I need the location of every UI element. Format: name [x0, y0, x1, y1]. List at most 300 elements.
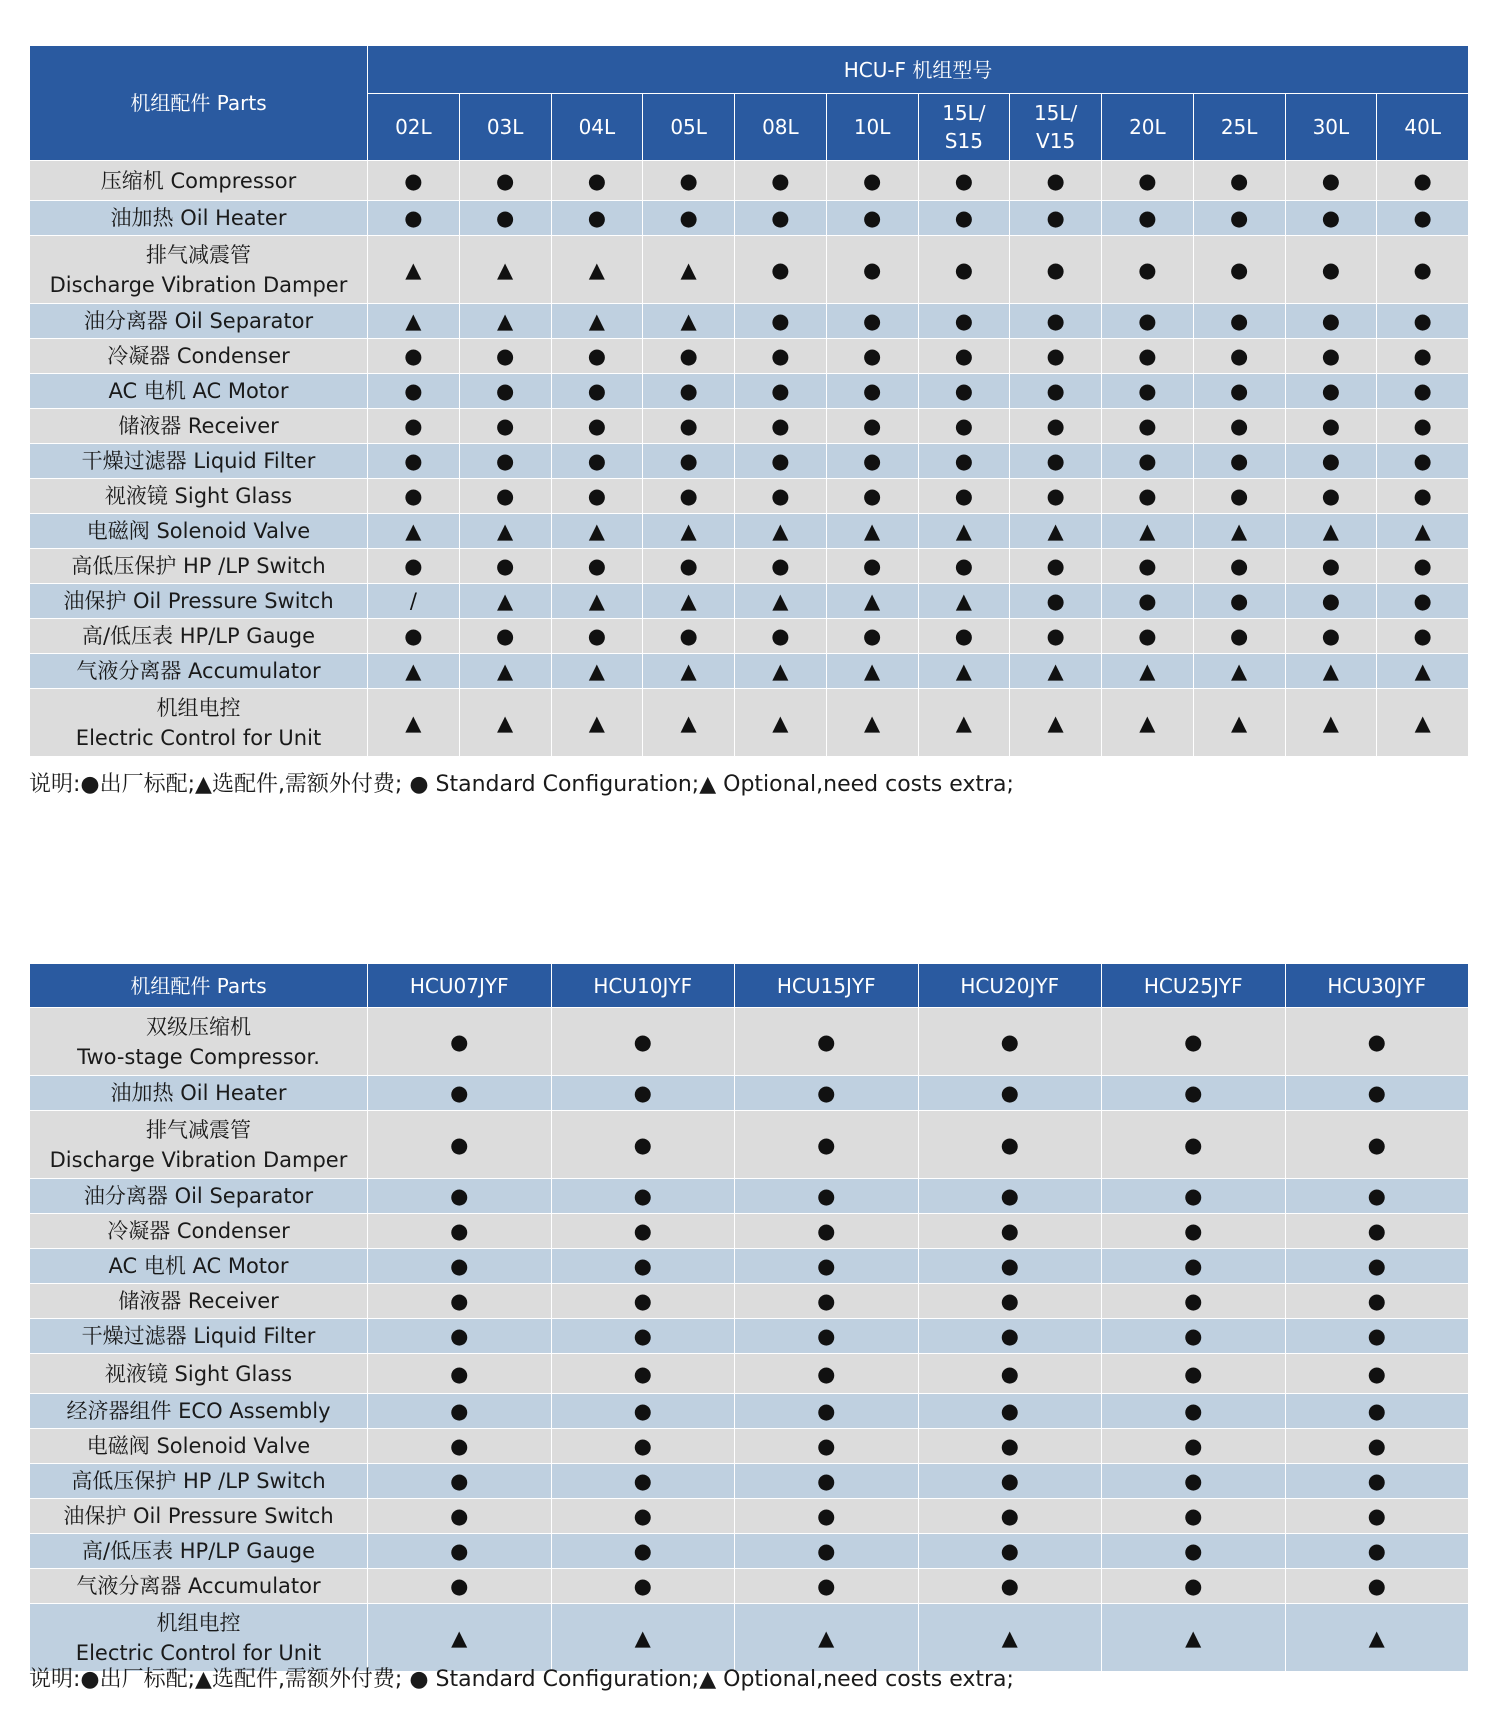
config-mark: ● [735, 161, 827, 201]
part-name: 视液镜 Sight Glass [30, 1354, 368, 1394]
config-mark: ● [1285, 1394, 1469, 1429]
config-mark: ● [918, 1569, 1102, 1604]
config-mark: ● [918, 1464, 1102, 1499]
config-mark: ● [735, 409, 827, 444]
model-column-header: HCU25JYF [1102, 964, 1286, 1008]
config-mark: ● [1010, 161, 1102, 201]
config-mark: ▲ [1193, 654, 1285, 689]
model-column-header: HCU30JYF [1285, 964, 1469, 1008]
config-mark: ▲ [1285, 1604, 1469, 1672]
config-mark: ▲ [1102, 1604, 1286, 1672]
config-mark: ▲ [459, 514, 551, 549]
config-mark: ● [1377, 549, 1469, 584]
table-row [30, 1354, 1469, 1394]
config-mark: ▲ [735, 584, 827, 619]
config-mark: ● [1285, 1569, 1469, 1604]
part-name: 储液器 Receiver [30, 1284, 368, 1319]
config-mark: ▲ [1285, 514, 1377, 549]
config-mark: ● [735, 1319, 919, 1354]
model-column-header: 02L [368, 94, 460, 161]
config-mark: ● [1102, 444, 1194, 479]
part-name: 干燥过滤器 Liquid Filter [30, 444, 368, 479]
config-mark: ● [918, 549, 1010, 584]
config-mark: ▲ [643, 236, 735, 304]
config-mark: ● [735, 1429, 919, 1464]
part-name: 高/低压表 HP/LP Gauge [30, 1534, 368, 1569]
config-mark: ● [459, 409, 551, 444]
config-mark: ● [368, 1354, 552, 1394]
config-mark: ● [918, 619, 1010, 654]
config-mark: ▲ [643, 304, 735, 339]
config-mark: ▲ [918, 1604, 1102, 1672]
config-mark: ● [551, 1008, 735, 1076]
config-mark: ● [368, 374, 460, 409]
config-mark: ● [1102, 236, 1194, 304]
config-mark: ▲ [826, 584, 918, 619]
config-mark: ● [551, 1569, 735, 1604]
config-mark: ● [735, 236, 827, 304]
config-mark: ● [551, 1429, 735, 1464]
config-mark: ▲ [459, 304, 551, 339]
table-row [30, 514, 1469, 549]
config-mark: ▲ [551, 304, 643, 339]
config-mark: ● [826, 161, 918, 201]
config-mark: ● [551, 1111, 735, 1179]
config-mark: ● [1285, 1319, 1469, 1354]
config-mark: ▲ [551, 514, 643, 549]
part-name: 视液镜 Sight Glass [30, 479, 368, 514]
config-mark: ● [368, 201, 460, 236]
config-mark: ● [1377, 409, 1469, 444]
table-row [30, 1394, 1469, 1429]
config-mark: ▲ [368, 304, 460, 339]
config-mark: ● [1377, 339, 1469, 374]
config-mark: ● [1102, 1249, 1286, 1284]
config-mark: ● [1102, 479, 1194, 514]
config-mark: ● [1102, 1319, 1286, 1354]
config-mark: ● [1102, 1354, 1286, 1394]
config-mark: ● [1285, 409, 1377, 444]
config-mark: ▲ [735, 1604, 919, 1672]
config-mark: ● [1102, 1008, 1286, 1076]
config-mark: ▲ [1377, 654, 1469, 689]
config-mark: ● [551, 1464, 735, 1499]
config-mark: ● [1285, 201, 1377, 236]
config-mark: ▲ [551, 584, 643, 619]
model-column-header: 05L [643, 94, 735, 161]
config-mark: ● [826, 236, 918, 304]
config-mark: ● [1377, 584, 1469, 619]
config-mark: ● [826, 304, 918, 339]
config-mark: ● [551, 444, 643, 479]
config-mark: ● [368, 1111, 552, 1179]
config-mark: ● [735, 1534, 919, 1569]
config-mark: ● [826, 619, 918, 654]
table-row [30, 1534, 1469, 1569]
config-mark: ● [1193, 339, 1285, 374]
config-mark: ● [1102, 161, 1194, 201]
table-row [30, 1569, 1469, 1604]
part-name: 冷凝器 Condenser [30, 339, 368, 374]
config-mark: ● [643, 409, 735, 444]
config-mark: ● [918, 1214, 1102, 1249]
config-mark: ● [735, 1249, 919, 1284]
table-row [30, 479, 1469, 514]
config-mark: ● [551, 1354, 735, 1394]
config-mark: ● [368, 1319, 552, 1354]
model-column-header: 40L [1377, 94, 1469, 161]
config-mark: ● [551, 1394, 735, 1429]
config-mark: ● [1102, 374, 1194, 409]
config-mark: ● [826, 339, 918, 374]
table-row [30, 409, 1469, 444]
table-row [30, 1429, 1469, 1464]
part-name: 电磁阀 Solenoid Valve [30, 514, 368, 549]
table-row [30, 1249, 1469, 1284]
part-name: 经济器组件 ECO Assembly [30, 1394, 368, 1429]
config-mark: ● [1285, 1354, 1469, 1394]
config-mark: ● [1102, 1111, 1286, 1179]
config-mark: ● [368, 161, 460, 201]
config-mark: ● [918, 161, 1010, 201]
config-mark: ▲ [551, 236, 643, 304]
config-mark: ● [735, 1499, 919, 1534]
config-mark: ● [1377, 619, 1469, 654]
config-mark: ● [368, 1534, 552, 1569]
config-mark: ▲ [918, 689, 1010, 757]
part-name: 气液分离器 Accumulator [30, 654, 368, 689]
part-name: 机组电控 Electric Control for Unit [30, 689, 368, 757]
config-mark: ● [459, 549, 551, 584]
config-mark: ● [368, 1499, 552, 1534]
config-mark: ● [1285, 1008, 1469, 1076]
config-mark: ● [735, 1111, 919, 1179]
config-mark: ▲ [826, 654, 918, 689]
config-mark: ▲ [1010, 654, 1102, 689]
config-mark: ▲ [459, 654, 551, 689]
config-mark: ● [551, 1284, 735, 1319]
config-mark: ● [1285, 1076, 1469, 1111]
config-mark: ● [826, 409, 918, 444]
config-mark: ● [735, 1354, 919, 1394]
part-name: 干燥过滤器 Liquid Filter [30, 1319, 368, 1354]
config-mark: ● [918, 1111, 1102, 1179]
part-name: 油加热 Oil Heater [30, 1076, 368, 1111]
config-mark: ▲ [368, 654, 460, 689]
config-mark: ● [735, 619, 827, 654]
config-mark: ● [368, 339, 460, 374]
config-mark: ● [918, 1394, 1102, 1429]
part-name: 高低压保护 HP /LP Switch [30, 549, 368, 584]
config-mark: ● [735, 1394, 919, 1429]
config-mark: ▲ [735, 689, 827, 757]
part-name: 电磁阀 Solenoid Valve [30, 1429, 368, 1464]
table-row [30, 444, 1469, 479]
config-mark: ● [735, 1179, 919, 1214]
config-mark: ● [1010, 304, 1102, 339]
table-row [30, 304, 1469, 339]
table-row [30, 1464, 1469, 1499]
config-mark: ● [643, 374, 735, 409]
table-row [30, 549, 1469, 584]
config-mark: ● [735, 339, 827, 374]
config-mark: ● [459, 444, 551, 479]
config-mark: ● [1102, 1569, 1286, 1604]
config-mark: ● [918, 304, 1010, 339]
config-mark: ● [368, 1569, 552, 1604]
part-name: 冷凝器 Condenser [30, 1214, 368, 1249]
hcu-jyf-parts-table [29, 963, 1469, 1672]
config-mark: ● [1102, 584, 1194, 619]
model-column-header: HCU07JYF [368, 964, 552, 1008]
config-mark: ● [459, 374, 551, 409]
config-mark: ● [1102, 1214, 1286, 1249]
config-mark: ● [735, 304, 827, 339]
part-name: 高低压保护 HP /LP Switch [30, 1464, 368, 1499]
config-mark: ● [918, 1284, 1102, 1319]
table-row [30, 689, 1469, 757]
config-mark: ● [826, 549, 918, 584]
config-mark: ▲ [918, 514, 1010, 549]
config-mark: ▲ [368, 514, 460, 549]
config-mark: ● [1285, 619, 1377, 654]
model-column-header: 15L/ S15 [918, 94, 1010, 161]
config-mark: ● [459, 479, 551, 514]
table-row [30, 619, 1469, 654]
config-mark: ● [551, 1499, 735, 1534]
config-mark: ▲ [551, 654, 643, 689]
config-mark: ● [735, 1214, 919, 1249]
config-mark: ● [1377, 201, 1469, 236]
config-mark: ● [551, 479, 643, 514]
config-mark: ● [918, 1354, 1102, 1394]
config-mark: ● [1010, 236, 1102, 304]
config-mark: ● [368, 1464, 552, 1499]
config-mark: ● [368, 1394, 552, 1429]
config-mark: ● [459, 339, 551, 374]
config-mark: ● [551, 1214, 735, 1249]
table-row [30, 374, 1469, 409]
part-name: 排气减震管 Discharge Vibration Damper [30, 236, 368, 304]
config-mark: ● [1285, 1179, 1469, 1214]
config-mark: ● [551, 1076, 735, 1111]
config-mark: ● [1102, 409, 1194, 444]
config-mark: ● [368, 409, 460, 444]
config-mark: ▲ [826, 514, 918, 549]
config-mark: ● [1010, 584, 1102, 619]
model-column-header: 08L [735, 94, 827, 161]
config-mark: ● [1102, 1464, 1286, 1499]
config-mark: ● [918, 1429, 1102, 1464]
table-row [30, 654, 1469, 689]
config-mark: ● [1010, 444, 1102, 479]
config-mark: ● [1285, 236, 1377, 304]
part-name: 双级压缩机 Two-stage Compressor. [30, 1008, 368, 1076]
config-mark: ▲ [1102, 654, 1194, 689]
hcu-f-parts-table [29, 45, 1469, 757]
config-mark: ● [1193, 479, 1285, 514]
config-mark: ▲ [735, 654, 827, 689]
part-name: AC 电机 AC Motor [30, 374, 368, 409]
config-mark: ● [1193, 409, 1285, 444]
table-row [30, 1076, 1469, 1111]
config-mark: ● [1285, 444, 1377, 479]
config-mark: ● [1377, 444, 1469, 479]
config-mark: ▲ [1193, 689, 1285, 757]
table-row [30, 161, 1469, 201]
config-mark: ● [1285, 374, 1377, 409]
config-mark: ● [1377, 479, 1469, 514]
config-mark: ● [1285, 479, 1377, 514]
part-name: 排气减震管 Discharge Vibration Damper [30, 1111, 368, 1179]
config-mark: ● [826, 444, 918, 479]
part-name: 油保护 Oil Pressure Switch [30, 1499, 368, 1534]
table-row [30, 584, 1469, 619]
config-mark: ● [1285, 1499, 1469, 1534]
config-mark: ● [1285, 339, 1377, 374]
config-mark: ● [1102, 619, 1194, 654]
table-row [30, 1111, 1469, 1179]
config-mark: ● [1193, 619, 1285, 654]
config-mark: ● [1285, 1534, 1469, 1569]
part-name: 压缩机 Compressor [30, 161, 368, 201]
config-mark: ● [1285, 584, 1377, 619]
config-mark: ● [368, 444, 460, 479]
part-name: 油保护 Oil Pressure Switch [30, 584, 368, 619]
config-mark: ● [643, 161, 735, 201]
config-mark: ● [1193, 549, 1285, 584]
config-mark: ● [551, 339, 643, 374]
config-mark: ● [643, 619, 735, 654]
config-mark: ● [1102, 1429, 1286, 1464]
config-mark: ● [1102, 304, 1194, 339]
config-mark: ● [551, 161, 643, 201]
table-row [30, 339, 1469, 374]
config-mark: ▲ [1285, 654, 1377, 689]
config-mark: ● [1285, 1284, 1469, 1319]
config-mark: ● [735, 444, 827, 479]
config-mark: ● [1377, 236, 1469, 304]
table-row [30, 1499, 1469, 1534]
config-mark: ▲ [368, 689, 460, 757]
config-mark: ▲ [643, 654, 735, 689]
config-mark: ▲ [551, 1604, 735, 1672]
part-name: 油分离器 Oil Separator [30, 304, 368, 339]
part-name: 油加热 Oil Heater [30, 201, 368, 236]
config-mark: ● [1193, 236, 1285, 304]
config-mark: ● [918, 339, 1010, 374]
config-mark: ▲ [735, 514, 827, 549]
config-mark: ● [1102, 1284, 1286, 1319]
config-mark: ● [1285, 1111, 1469, 1179]
config-mark: ● [1010, 201, 1102, 236]
config-mark: ● [1377, 374, 1469, 409]
config-mark: ▲ [1102, 689, 1194, 757]
config-mark: ● [1010, 374, 1102, 409]
config-mark: ● [918, 201, 1010, 236]
part-name: 气液分离器 Accumulator [30, 1569, 368, 1604]
config-mark: ● [1285, 304, 1377, 339]
config-mark: ● [551, 1534, 735, 1569]
config-mark: ● [918, 1076, 1102, 1111]
config-mark: ● [1102, 1076, 1286, 1111]
config-mark: ● [1102, 201, 1194, 236]
config-mark: ● [1193, 161, 1285, 201]
config-mark: ● [918, 374, 1010, 409]
config-mark: ▲ [459, 584, 551, 619]
table-row [30, 1179, 1469, 1214]
config-mark: ● [551, 409, 643, 444]
config-mark: ● [1193, 444, 1285, 479]
config-mark: ▲ [368, 1604, 552, 1672]
config-mark: ▲ [459, 689, 551, 757]
table-row [30, 236, 1469, 304]
config-mark: ▲ [643, 514, 735, 549]
config-mark: ● [1010, 549, 1102, 584]
config-mark: ● [1010, 479, 1102, 514]
legend-note: 说明:●出厂标配;▲选配件,需额外付费; ● Standard Configuration;▲ Optional,need costs extra; [29, 1667, 1014, 1692]
config-mark: ● [1102, 1394, 1286, 1429]
model-column-header: 20L [1102, 94, 1194, 161]
config-mark: ● [643, 339, 735, 374]
config-mark: ● [1285, 161, 1377, 201]
model-column-header: HCU15JYF [735, 964, 919, 1008]
parts-header: 机组配件 Parts [30, 46, 368, 161]
part-name: 储液器 Receiver [30, 409, 368, 444]
config-mark: ● [1377, 304, 1469, 339]
config-mark: ● [918, 479, 1010, 514]
config-mark: ▲ [368, 236, 460, 304]
table-row [30, 1214, 1469, 1249]
config-mark: ● [1285, 549, 1377, 584]
config-mark: ● [459, 201, 551, 236]
config-mark: ● [1102, 1499, 1286, 1534]
config-mark: ● [551, 619, 643, 654]
config-mark: ▲ [1010, 514, 1102, 549]
config-mark: ● [735, 1464, 919, 1499]
table-row [30, 1604, 1469, 1672]
config-mark: ● [368, 1179, 552, 1214]
config-mark: ● [643, 479, 735, 514]
config-mark: ● [1010, 619, 1102, 654]
config-mark: ● [918, 1499, 1102, 1534]
model-group-header: HCU-F 机组型号 [368, 46, 1469, 94]
table-row [30, 201, 1469, 236]
config-mark: ● [551, 1319, 735, 1354]
config-mark: ● [368, 1076, 552, 1111]
config-mark: ▲ [1193, 514, 1285, 549]
config-mark: ● [1377, 161, 1469, 201]
model-column-header: 10L [826, 94, 918, 161]
model-column-header: 15L/ V15 [1010, 94, 1102, 161]
config-mark: ● [918, 444, 1010, 479]
model-column-header: 30L [1285, 94, 1377, 161]
model-column-header: 04L [551, 94, 643, 161]
config-mark: / [368, 584, 460, 619]
config-mark: ● [735, 1076, 919, 1111]
config-mark: ● [551, 549, 643, 584]
config-mark: ● [1010, 339, 1102, 374]
config-mark: ▲ [643, 689, 735, 757]
config-mark: ● [918, 1008, 1102, 1076]
config-mark: ▲ [1010, 689, 1102, 757]
model-column-header: HCU10JYF [551, 964, 735, 1008]
model-column-header: 03L [459, 94, 551, 161]
config-mark: ● [1285, 1429, 1469, 1464]
config-mark: ● [1102, 1179, 1286, 1214]
part-name: 油分离器 Oil Separator [30, 1179, 368, 1214]
table-row [30, 1008, 1469, 1076]
